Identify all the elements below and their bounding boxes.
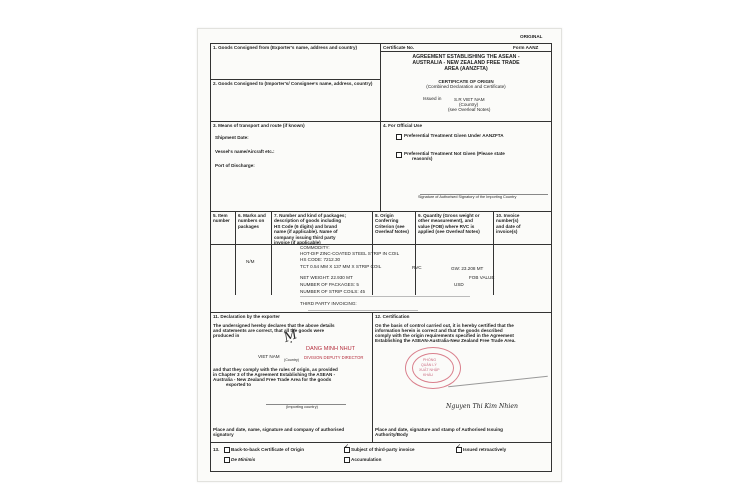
de-minimis-label: De Minimis [231, 457, 256, 462]
pref-given-label: Preferential Treatment Given Under AANZFTA [404, 133, 504, 138]
marks-value: N/M [246, 259, 255, 264]
box12-title: 12. Certification [375, 314, 410, 319]
signer-title: DIVISION DEPUTY DIRECTOR [304, 355, 364, 360]
box12-l4: Establishing the ASEAN-Australia-New Zealand Free Trade Area. [375, 338, 516, 343]
frame-bottom [210, 471, 552, 472]
checkbox-de-minimis[interactable] [224, 457, 230, 463]
cert-title-l3: AREA (AANZFTA) [444, 66, 488, 72]
third-party-label: THIRD PARTY INVOICING: [300, 301, 357, 306]
importing-sig-note: Signature of Authorised Signatory of the Importing Country [418, 195, 517, 199]
frame-right [551, 43, 552, 471]
official-stamp: PHÒNG QUẢN LÝ XUẤT NHẬP KHẨU [405, 347, 461, 389]
divider-top [380, 43, 381, 211]
box12-l2: information herein is correct and that the goods described [375, 328, 503, 333]
goods-desc: HOT-DIP ZINC-COATED STEEL STRIP IN COIL [300, 251, 400, 256]
goods-net: NET WEIGHT: 22.930 MT [300, 275, 353, 280]
goods-packages: NUMBER OF PACKAGES: 5 [300, 282, 359, 287]
frame-top [210, 43, 552, 44]
gross-weight: GW: 23.208 MT [451, 266, 484, 271]
box4-title: 4. For Official Use [383, 123, 423, 128]
checkbox-pref-not-given[interactable] [396, 152, 402, 158]
pref-not-given-l1: Preferential Treatment Not Given (Please state [404, 151, 505, 156]
issued-country-note: (Country) [459, 102, 479, 107]
goods-spec: TCT 0.54 MM X 137 MM X STRIP COIL [300, 264, 382, 269]
box1-title-l1: 1. Goods Consigned from (Exporter's name, address and country) [213, 45, 358, 50]
see-notes: (see Overleaf Notes) [448, 107, 491, 112]
col-quantity: 9. Quantity (Gross weight or other measurement), and value (FOB) where RVC is applied (see Overleaf Notes) [418, 213, 480, 235]
retroactive-label: Issued retroactively [463, 447, 507, 452]
issuer-signature: Nguyen Thi Kim Nhien [446, 403, 518, 410]
goods-coils: NUMBER OF STRIP COILS: 45 [300, 289, 366, 294]
check-mark-icon: ✓ [344, 444, 350, 450]
box11-l4: and that they comply with the rules of origin, as provided [213, 367, 338, 372]
port-label: Port of Discharge: [215, 163, 255, 168]
box3-title: 3. Means of transport and route (if known) [213, 123, 305, 128]
col-marks: 6. Marks and numbers on packages [238, 213, 266, 229]
frame-left [210, 43, 211, 471]
fob-label: FOB VALUE [469, 275, 495, 280]
box12-l3: comply with the origin requirements specified in the Agreement [375, 333, 514, 338]
shipment-date-label: Shipment Date: [215, 135, 249, 140]
box12-footer-l2: Authority/Body [375, 432, 409, 437]
original-label: ORIGINAL [520, 34, 543, 39]
box12-l1: On the basis of control carried out, it is hereby certified that the [375, 323, 514, 328]
box13-title: 13. [213, 447, 220, 452]
third-party-invoice-label: Subject of third-party invoice [351, 447, 415, 452]
box11-l2: and statements are correct, that all the goods were [213, 328, 325, 333]
box11-l5: in Chapter 3 of the Agreement Establishing the ASEAN - [213, 372, 336, 377]
cert-title-l2: AUSTRALIA - NEW ZEALAND FREE TRADE [412, 60, 520, 66]
box11-l3: produced in [213, 333, 240, 338]
box11-footer-l1: Place and date, name, signature and company of authorised [213, 427, 345, 432]
checkbox-accumulation[interactable] [344, 457, 350, 463]
cert-subtitle: CERTIFICATE OF ORIGIN [438, 79, 494, 84]
checkbox-pref-given[interactable] [396, 134, 402, 140]
box11-country: VIET NAM [258, 354, 280, 359]
cert-subtitle2: (Combined Declaration and Certificate) [426, 84, 506, 89]
box12-footer-l1: Place and date, signature and stamp of Authorised Issuing [375, 427, 503, 432]
importing-country-note: (Importing country) [286, 405, 318, 409]
back-to-back-label: Back-to-back Certificate of Origin [231, 447, 305, 452]
box11-l7: exported to [226, 382, 252, 387]
col-description: 7. Number and kind of packages; description of goods including HS Code (6 digits) and brand name (if applicable). Name of company issuing third party invoice (if applicable) [274, 213, 346, 246]
box11-country-note: (Country) [284, 358, 299, 362]
pref-not-given-l2: reason/s) [412, 156, 433, 161]
box11-l1: The undersigned hereby declares that the above details [213, 323, 335, 328]
issued-in-label: Issued in [423, 96, 442, 101]
box11-l6: Australia - New Zealand Free Trade Area for the goods [213, 377, 332, 382]
fob-currency: USD [454, 282, 464, 287]
goods-hs: HS CODE: 7212.30 [300, 257, 341, 262]
check-mark-icon: ✓ [456, 444, 462, 450]
col-origin-criterion: 8. Origin Conferring Criterion (see Overleaf Notes) [375, 213, 409, 235]
cert-title-l1: AGREEMENT ESTABLISHING THE ASEAN - [412, 54, 520, 60]
box2-title: 2. Goods Consigned to (Importer's/ Consignee's name, address, country) [213, 81, 373, 86]
col-item-number: 5. Item number [213, 213, 230, 224]
goods-commodity: COMMODITY: [300, 245, 330, 250]
box11-title: 11. Declaration by the exporter [213, 314, 280, 319]
exporter-signature: Ṃ [281, 327, 300, 346]
form-label: Form AANZ [513, 45, 539, 50]
certificate-page [197, 28, 562, 482]
col-invoice: 10. Invoice number(s) and date of invoice(s) [496, 213, 521, 235]
signer-name: DANG MINH NHUT [306, 346, 356, 352]
vessel-label: Vessel's name/Aircraft etc.: [215, 149, 275, 154]
checkbox-back-to-back[interactable] [224, 447, 230, 453]
accumulation-label: Accumulation [351, 457, 382, 462]
origin-criterion-value: RVC [412, 265, 422, 270]
issued-country: S.R VIET NAM [454, 97, 485, 102]
box11-footer-l2: signatory [213, 432, 234, 437]
certificate-no-label: Certificate No. [383, 45, 415, 50]
